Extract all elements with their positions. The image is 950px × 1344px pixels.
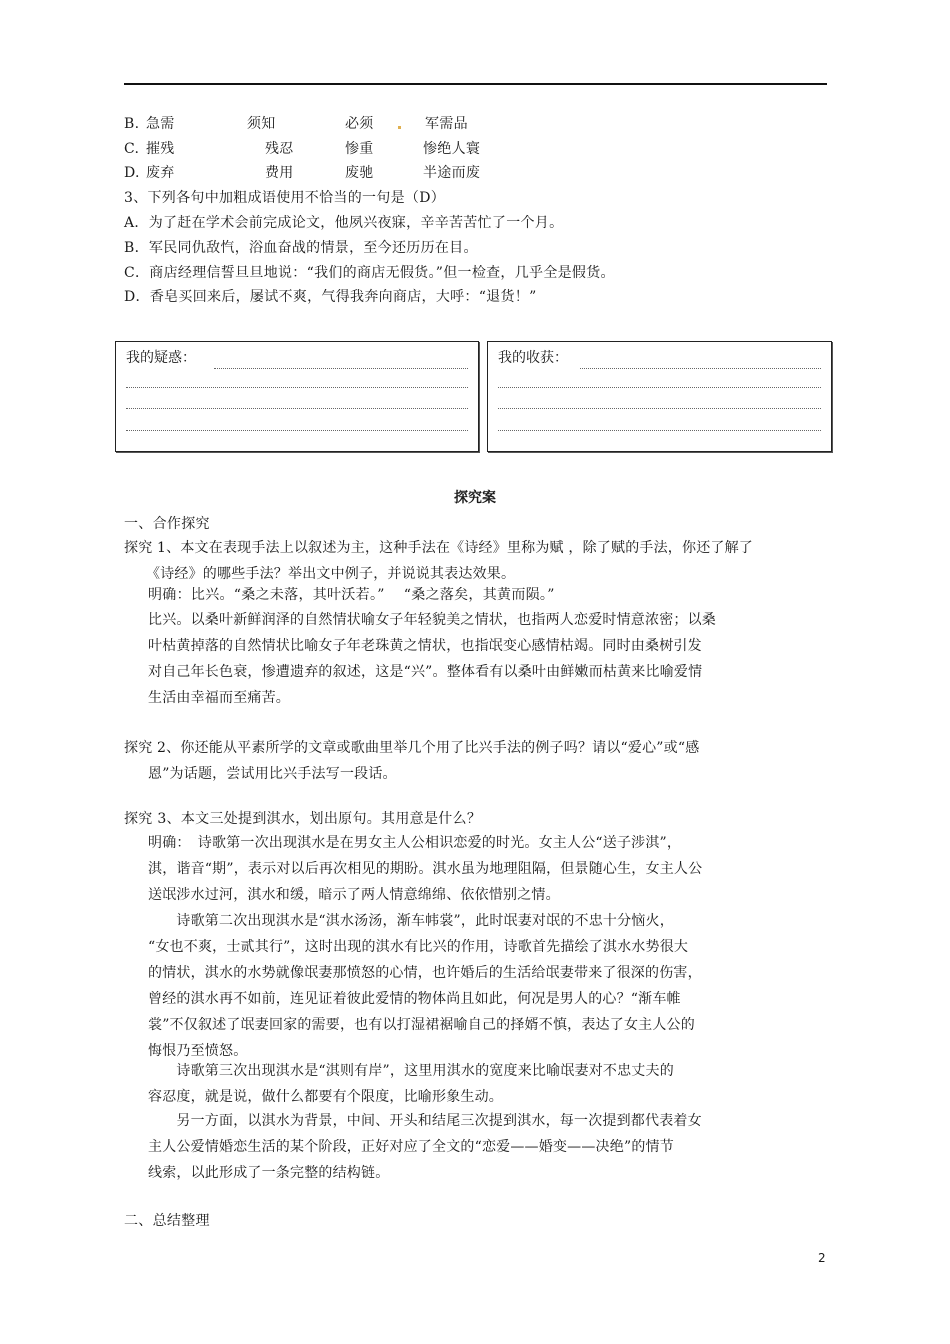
doubts-label: 我的疑惑： <box>126 350 196 366</box>
question-3-option-c: C．商店经理信誓旦旦地说：“我们的商店无假货。”但一检查，几乎全是假货。 <box>124 265 615 281</box>
option-word: 费用 <box>265 165 294 181</box>
option-letter: D. <box>124 165 140 181</box>
inquiry-3-question: 探究 3、本文三处提到淇水，划出原句。其用意是什么？ <box>124 811 482 827</box>
option-word: 惨绝人寰 <box>423 141 481 157</box>
header-rule <box>124 83 827 85</box>
page-number: 2 <box>818 1251 826 1265</box>
inquiry-2-question: 探究 2、你还能从平素所学的文章或歌曲里举几个用了比兴手法的例子吗？请以“爱心”或“感 恩”为话题，尝试用比兴手法写一段话。 <box>124 740 700 782</box>
writing-line <box>580 368 821 369</box>
writing-line <box>498 430 821 431</box>
option-word: 军需品 <box>425 116 468 132</box>
option-word: 必须 <box>345 116 374 132</box>
option-word: 急需 <box>146 116 175 132</box>
writing-line <box>214 368 468 369</box>
writing-line <box>498 387 821 388</box>
inquiry-3-para-2: 诗歌第二次出现淇水是“淇水汤汤，渐车帏裳”，此时氓妻对氓的不忠十分恼火， “女也不爽，士贰其行”，这时出现的淇水有比兴的作用，诗歌首先描绘了淇水水势很大 的情状，淇水的水势就像氓妻那愤怒的心情，也许婚后的生活给氓妻带来了很深的伤害， 曾经的淇水再不如前，连见证着彼此爱情的物体尚且如此，何况是男人的心？“渐车帷 裳”不仅叙述了氓妻回家的需要，也有以打湿裙裾喻自己的择婿不慎，表达了女主人公的 悔恨乃至愤怒。 <box>148 913 702 1059</box>
option-word: 废弃 <box>146 165 175 181</box>
option-letter: C. <box>124 141 140 157</box>
option-word: 摧残 <box>146 141 175 157</box>
writing-line <box>126 430 468 431</box>
option-row-c <box>124 137 724 161</box>
inquiry-1-answer-head: 明确：比兴。“桑之未落，其叶沃若。” “桑之落矣，其黄而陨。” <box>148 587 555 603</box>
writing-line <box>126 387 468 388</box>
option-word: 残忍 <box>265 141 294 157</box>
inquiry-1-question: 探究 1、本文在表现手法上以叙述为主，这种手法在《诗经》里称为赋 ，除了赋的手法，你还了解了 《诗经》的哪些手法？举出文中例子，并说说其表达效果。 <box>124 540 754 582</box>
question-3-option-b: B．军民同仇敌忾，浴血奋战的情景，至今还历历在目。 <box>124 240 478 256</box>
question-3-option-d: D．香皂买回来后，屡试不爽，气得我奔向商店，大呼：“退货！” <box>124 289 537 305</box>
inquiry-3-para-1: 明确： 诗歌第一次出现淇水是在男女主人公相识恋爱的时光。女主人公“送子涉淇”， 淇，谐音“期”，表示对以后再次相见的期盼。淇水虽为地理阻隔，但景随心生，女主人公 送氓涉水过河，淇水和缓，暗示了两人情意绵绵、依依惜别之情。 <box>148 835 703 903</box>
gains-box[interactable] <box>487 341 832 452</box>
gains-label: 我的收获： <box>498 350 568 366</box>
option-row-d <box>124 161 724 185</box>
question-3-option-a: A．为了赶在学术会前完成论文，他夙兴夜寐，辛辛苦苦忙了一个月。 <box>124 215 564 231</box>
edit-mark <box>398 126 401 129</box>
option-word: 废驰 <box>345 165 374 181</box>
option-letter: B. <box>124 116 140 132</box>
part-1-heading: 一、合作探究 <box>124 516 210 532</box>
writing-line <box>126 408 468 409</box>
inquiry-3-para-3: 诗歌第三次出现淇水是“淇则有岸”，这里用淇水的宽度来比喻氓妻对不忠丈夫的 容忍度，就是说，做什么都要有个限度，比喻形象生动。 <box>148 1063 674 1105</box>
option-word: 半途而废 <box>423 165 481 181</box>
part-2-heading: 二、总结整理 <box>124 1213 210 1229</box>
writing-line <box>498 408 821 409</box>
inquiry-3-para-4: 另一方面，以淇水为背景，中间、开头和结尾三次提到淇水，每一次提到都代表着女 主人公爱情婚恋生活的某个阶段，正好对应了全文的“恋爱——婚变——决绝”的情节 线索，以此形成了一条完整的结构链。 <box>148 1113 702 1181</box>
option-row-b <box>124 112 724 136</box>
question-3-stem: 3、下列各句中加粗成语使用不恰当的一句是（D） <box>124 190 446 206</box>
inquiry-1-answer-body: 比兴。以桑叶新鲜润泽的自然情状喻女子年轻貌美之情状，也指两人恋爱时情意浓密；以桑 叶枯黄掉落的自然情状比喻女子年老珠黄之情状，也指氓变心感情枯竭。同时由桑树引发 对自己年长色衰，惨遭遗弃的叙述，这是“兴”。整体看有以桑叶由鲜嫩而枯黄来比喻爱情 生活由幸福而至痛苦。 <box>148 612 716 706</box>
section-title: 探究案 <box>454 490 496 506</box>
option-word: 须知 <box>247 116 276 132</box>
option-word: 惨重 <box>345 141 374 157</box>
doubts-box[interactable] <box>115 341 479 452</box>
